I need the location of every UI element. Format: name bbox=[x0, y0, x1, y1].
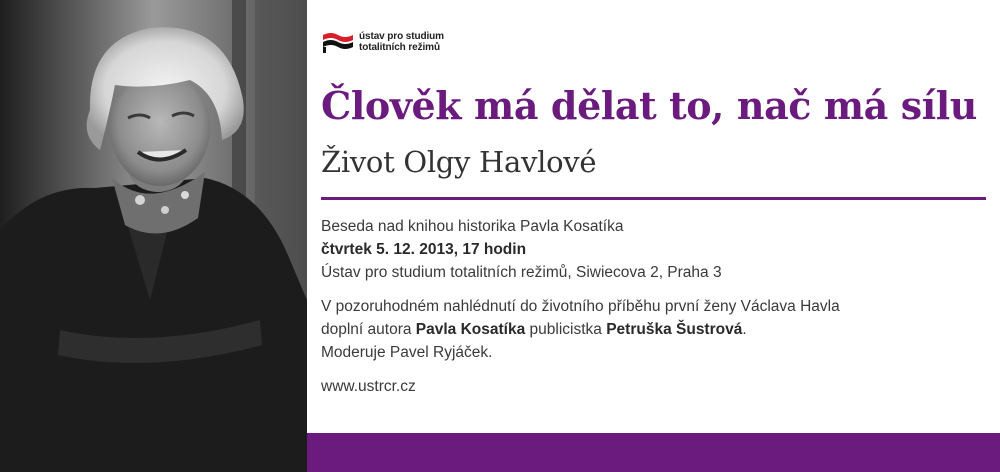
logo-line-1: ústav pro studium bbox=[359, 31, 444, 42]
description-line-1: V pozoruhodném nahlédnutí do životního příběhu první ženy Václava Havla bbox=[321, 298, 840, 315]
flag-logo-icon bbox=[321, 31, 355, 53]
footer-bar bbox=[307, 433, 1000, 472]
moderator-line: Moderuje Pavel Ryjáček. bbox=[321, 344, 493, 361]
portrait-photo bbox=[0, 0, 307, 472]
description-text: publicistka bbox=[525, 321, 607, 338]
event-info bbox=[321, 215, 991, 398]
ustr-logo[interactable] bbox=[321, 31, 444, 53]
page-subtitle: Život Olgy Havlové bbox=[321, 145, 597, 179]
logo-line-2: totalitních režimů bbox=[359, 42, 440, 53]
author-name: Pavla Kosatíka bbox=[415, 321, 526, 338]
description-line-2 bbox=[321, 318, 991, 341]
page-title: Člověk má dělat to, nač má sílu bbox=[321, 83, 978, 128]
event-intro: Beseda nad knihou historika Pavla Kosatíka bbox=[321, 218, 624, 235]
description-text: doplní autora bbox=[321, 321, 416, 338]
divider bbox=[321, 197, 986, 200]
invitation-content bbox=[307, 0, 1000, 472]
logo-wordmark bbox=[359, 31, 444, 53]
guest-name: Petruška Šustrová bbox=[606, 321, 743, 338]
description-text: . bbox=[742, 321, 747, 338]
event-venue: Ústav pro studium totalitních režimů, Siwiecova 2, Praha 3 bbox=[321, 264, 722, 281]
portrait-illustration bbox=[0, 0, 307, 472]
website-link[interactable]: www.ustrcr.cz bbox=[321, 378, 416, 395]
event-date: čtvrtek 5. 12. 2013, 17 hodin bbox=[321, 241, 527, 258]
